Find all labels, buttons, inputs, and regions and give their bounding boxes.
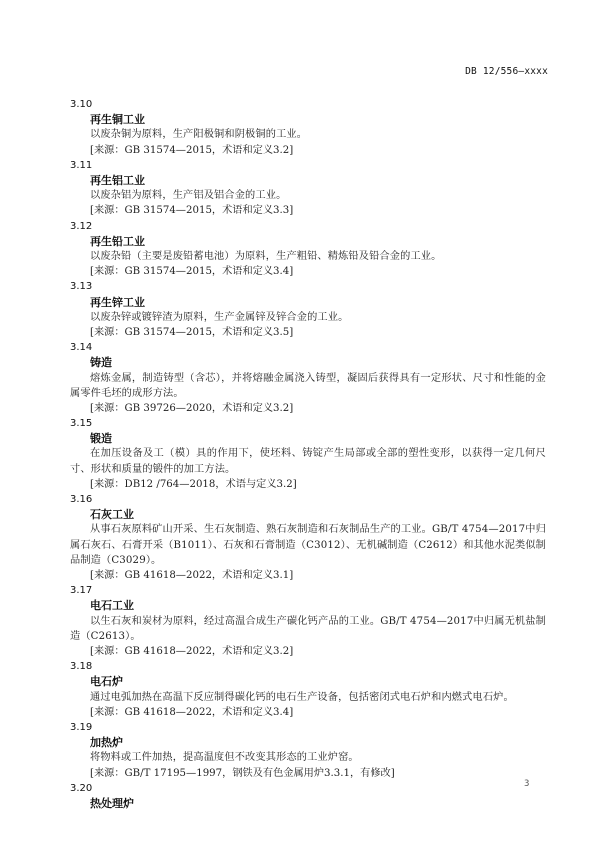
term-name: 再生铜工业: [90, 113, 145, 127]
term-entry-3-19: [70, 720, 546, 781]
term-definition: 以废杂铅（主要是废铅蓄电池）为原料，生产粗铅、精炼铅及铅合金的工业。: [90, 250, 442, 262]
term-number: 3.10: [70, 99, 93, 110]
term-entry-3-20: [70, 781, 546, 811]
term-source: [来源：GB 41618—2022，术语和定义3.2]: [90, 646, 294, 658]
terms-list: [70, 97, 546, 811]
term-name: 铸造: [90, 356, 112, 370]
term-entry-3-18: [70, 659, 546, 720]
term-definition: 以废杂铝为原料，生产铝及铝合金的工业。: [90, 190, 287, 202]
term-source: [来源：GB 31574—2015，术语和定义3.5]: [90, 326, 294, 338]
page-number: 3: [524, 779, 530, 789]
document-code-header: DB 12/556—xxxx: [465, 66, 548, 77]
term-number: 3.19: [70, 722, 93, 734]
term-definition: 熔炼金属，制造铸型（含芯），并将熔融金属浇入铸型，凝固后获得具有一定形状、尺寸和性能的金属零件毛坯的成形方法。: [70, 372, 546, 399]
term-name: 再生铝工业: [90, 173, 145, 187]
term-entry-3-10: [70, 97, 546, 158]
term-entry-3-16: [70, 492, 546, 583]
term-source: [来源：GB 41618—2022，术语和定义3.1]: [90, 570, 294, 582]
term-name: 再生铅工业: [90, 234, 145, 248]
term-entry-3-12: [70, 219, 546, 280]
term-source: [来源：GB/T 17195—1997，钢铁及有色金属用炉3.3.1，有修改]: [90, 767, 395, 779]
term-source: [来源：DB12 /764—2018，术语与定义3.2]: [90, 478, 297, 490]
term-number: 3.17: [70, 585, 93, 597]
term-source: [来源：GB 41618—2022，术语和定义3.4]: [90, 706, 294, 718]
term-definition: 以生石灰和炭材为原料，经过高温合成生产碳化钙产品的工业。GB/T 4754—2017中归属无机盐制造（C2613）。: [70, 615, 546, 642]
term-name: 电石炉: [90, 675, 123, 689]
term-entry-3-14: [70, 340, 546, 416]
term-source: [来源：GB 39726—2020，术语和定义3.2]: [90, 402, 294, 414]
term-source: [来源：GB 31574—2015，术语和定义3.3]: [90, 205, 294, 217]
term-number: 3.18: [70, 661, 93, 673]
term-definition: 从事石灰原料矿山开采、生石灰制造、熟石灰制造和石灰制品生产的工业。GB/T 4754—2017中归属石灰石、石膏开采（B1011）、石灰和石膏制造（C3012）、无机碱制造（C2612）和其他水泥类似制品制造（C3029）。: [70, 524, 546, 566]
term-definition: 在加压设备及工（模）具的作用下，使坯料、铸锭产生局部或全部的塑性变形，以获得一定几何尺寸、形状和质量的锻件的加工方法。: [70, 448, 546, 475]
term-definition: 将物料或工件加热，提高温度但不改变其形态的工业炉窑。: [90, 752, 359, 764]
term-number: 3.13: [70, 281, 93, 293]
term-name: 石灰工业: [90, 508, 134, 522]
term-definition: 通过电弧加热在高温下反应制得碳化钙的电石生产设备，包括密闭式电石炉和内燃式电石炉。: [90, 691, 514, 703]
term-source: [来源：GB 31574—2015，术语和定义3.4]: [90, 266, 294, 278]
term-name: 锻造: [90, 432, 112, 446]
term-entry-3-11: [70, 158, 546, 219]
term-name: 再生锌工业: [90, 295, 145, 309]
term-definition: 以废杂锌或镀锌渣为原料，生产金属锌及锌合金的工业。: [90, 311, 349, 323]
term-number: 3.15: [70, 418, 93, 430]
term-number: 3.20: [70, 782, 93, 794]
term-number: 3.16: [70, 494, 93, 506]
term-entry-3-15: [70, 416, 546, 492]
term-entry-3-17: [70, 583, 546, 659]
term-number: 3.11: [70, 159, 93, 171]
term-definition: 以废杂铜为原料，生产阳极铜和阴极铜的工业。: [90, 129, 308, 141]
term-name: 热处理炉: [90, 797, 134, 811]
term-entry-3-13: [70, 279, 546, 340]
term-source: [来源：GB 31574—2015，术语和定义3.2]: [90, 144, 294, 156]
term-name: 电石工业: [90, 599, 134, 613]
term-number: 3.12: [70, 220, 93, 232]
term-name: 加热炉: [90, 736, 123, 750]
term-number: 3.14: [70, 342, 93, 354]
